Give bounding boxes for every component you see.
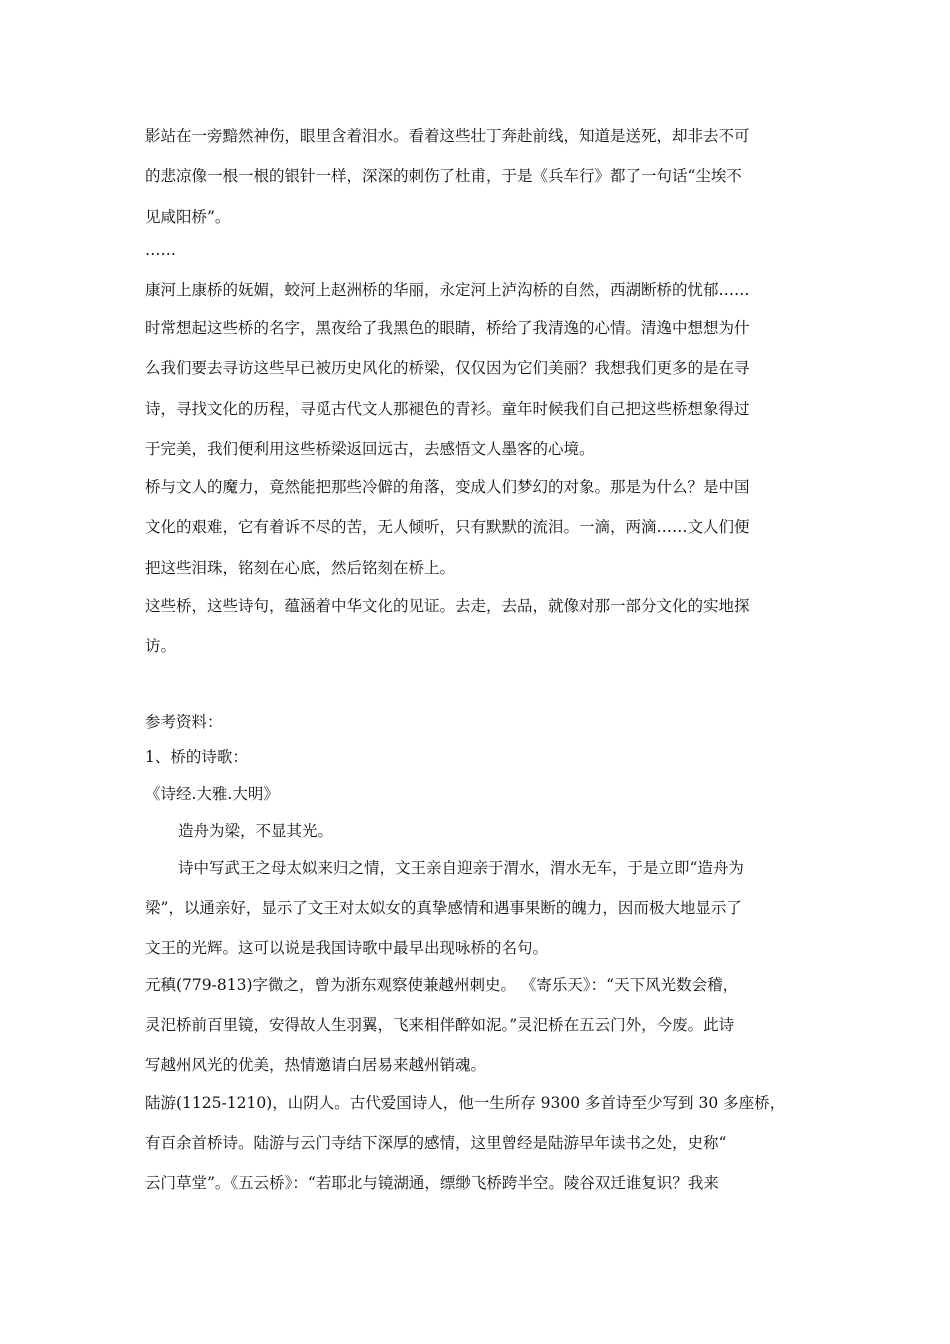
text-line: 灵汜桥前百里镜，安得故人生羽翼，飞来相伴醉如泥。”灵汜桥在五云门外，今废。此诗 [145, 1016, 735, 1034]
text-line: 访。 [145, 637, 177, 655]
poem-title: 《诗经.大雅.大明》 [145, 785, 279, 803]
text-line: 时常想起这些桥的名字，黑夜给了我黑色的眼睛，桥给了我清逸的心情。清逸中想想为什 [145, 319, 750, 337]
text-line: 把这些泪珠，铭刻在心底，然后铭刻在桥上。 [145, 559, 456, 577]
text-line: …… [145, 241, 176, 259]
text-line: 的悲凉像一根一根的银针一样，深深的刺伤了杜甫，于是《兵车行》都了一句话“尘埃不 [145, 167, 742, 185]
text-line: 云门草堂”。《五云桥》：“若耶北与镜湖通，缥缈飞桥跨半空。陵谷双迁谁复识？我来 [145, 1174, 719, 1192]
text-line: 元稹(779-813)字微之，曾为浙东观察使兼越州刺史。 《寄乐天》：“天下风光数会稽， [145, 976, 739, 994]
section-heading: 参考资料： [145, 713, 223, 731]
text-line: 诗中写武王之母太姒来归之情，文王亲自迎亲于渭水，渭水无车，于是立即“造舟为 [178, 859, 744, 877]
text-line: 文化的艰难，它有着诉不尽的苦，无人倾听，只有默默的流泪。一滴，两滴……文人们便 [145, 518, 750, 536]
text-line: 于完美，我们便利用这些桥梁返回远古，去感悟文人墨客的心境。 [145, 440, 595, 458]
text-line: 梁”，以通亲好，显示了文王对太姒女的真挚感情和遇事果断的魄力，因而极大地显示了 [145, 899, 742, 917]
text-line: 影站在一旁黯然神伤，眼里含着泪水。看着这些壮丁奔赴前线，知道是送死，却非去不可 [145, 127, 750, 145]
text-line: 有百余首桥诗。陆游与云门寺结下深厚的感情，这里曾经是陆游早年读书之处，史称“ [145, 1134, 727, 1152]
text-line: 写越州风光的优美，热情邀请白居易来越州销魂。 [145, 1056, 487, 1074]
text-line: 诗，寻找文化的历程，寻觅古代文人那褪色的青衫。童年时候我们自己把这些桥想象得过 [145, 400, 750, 418]
poem-line: 造舟为梁，不显其光。 [178, 822, 334, 840]
text-line: 文王的光辉。这可以说是我国诗歌中最早出现咏桥的名句。 [145, 939, 549, 957]
text-line: 桥与文人的魔力，竟然能把那些冷僻的角落，变成人们梦幻的对象。那是为什么？是中国 [145, 478, 750, 496]
text-line: 见咸阳桥”。 [145, 208, 231, 226]
text-line: 陆游(1125-1210)，山阴人。古代爱国诗人，他一生所存 9300 多首诗至少写到 30 多座桥， [145, 1094, 786, 1112]
text-line: 康河上康桥的妩媚，蛟河上赵洲桥的华丽，永定河上泸沟桥的自然，西湖断桥的忧郁…… [145, 281, 750, 299]
section-heading: 1、桥的诗歌： [145, 748, 248, 766]
text-line: 这些桥，这些诗句，蕴涵着中华文化的见证。去走，去品，就像对那一部分文化的实地探 [145, 597, 750, 615]
text-line: 么我们要去寻访这些早已被历史风化的桥梁，仅仅因为它们美丽？我想我们更多的是在寻 [145, 359, 750, 377]
